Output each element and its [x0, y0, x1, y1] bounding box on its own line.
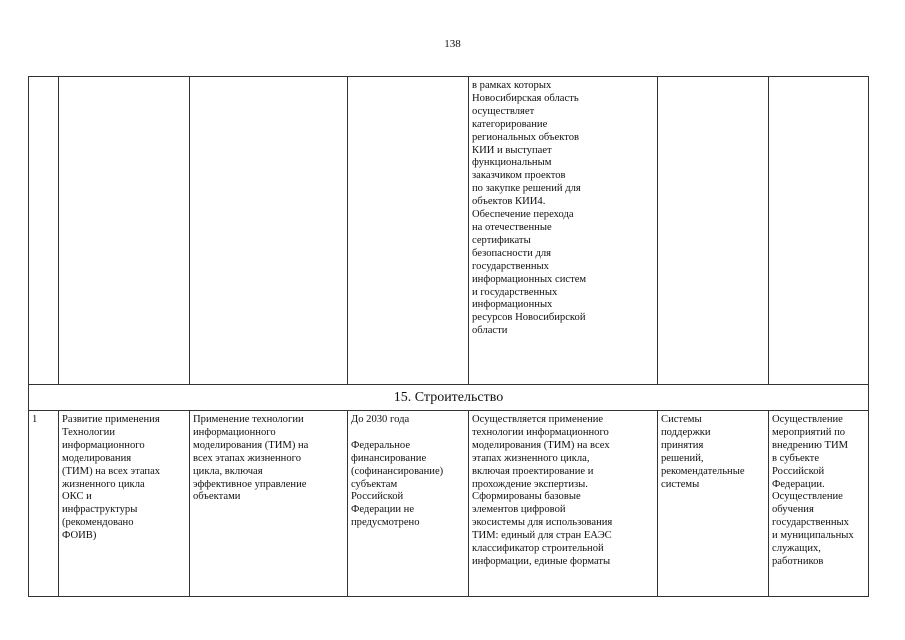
table-cell-measures: Осуществление мероприятий по внедрению ТИМ в субъекте Российской Федерации. Осуществление обучения государственных и муниципальных служащих, работников — [769, 411, 869, 597]
table-cell-measures-continued: в рамках которых Новосибирская область осуществляет категорирование региональных объектов КИИ и выступает функциональным заказчиком проектов по закупке решений для объектов КИИ4. Обеспечение перехода на отечественные сертификаты безопасности для государственных информационных систем и государственных информационных ресурсов Новосибирской области — [469, 77, 658, 385]
table-cell-empty — [190, 77, 348, 385]
table-cell-direction: Развитие применения Технологии информационного моделирования (ТИМ) на всех этапах жизненного цикла ОКС и инфраструктуры (рекомендовано ФОИВ) — [59, 411, 190, 597]
table-cell-current-state: Осуществляется применение технологии информационного моделирования (ТИМ) на всех этапах жизненного цикла, включая проектирование и прохождение экспертизы. Сформированы базовые элементов цифровой экосистемы для использования ТИМ: единый для стран ЕАЭС классификатор строительной информации, единые форматы — [469, 411, 658, 597]
table-row-continuation — [29, 77, 869, 385]
table-cell-empty — [59, 77, 190, 385]
table-cell-timeline-financing: До 2030 года Федеральное финансирование (софинансирование) субъектам Российской Федерации не предусмотрено — [348, 411, 469, 597]
table-cell-empty — [658, 77, 769, 385]
table-cell-systems: Системы поддержки принятия решений, рекомендательные системы — [658, 411, 769, 597]
table-cell-empty — [348, 77, 469, 385]
table-cell-empty — [769, 77, 869, 385]
section-heading-row — [29, 385, 869, 411]
page-number: 138 — [444, 38, 461, 50]
table-cell-empty — [29, 77, 59, 385]
row-number: 1 — [29, 411, 59, 597]
table-cell-technology: Применение технологии информационного моделирования (ТИМ) на всех этапах жизненного цикла, включая эффективное управление объектами — [190, 411, 348, 597]
measures-table — [28, 76, 869, 597]
section-title: 15. Строительство — [29, 385, 869, 411]
table-row — [29, 411, 869, 597]
